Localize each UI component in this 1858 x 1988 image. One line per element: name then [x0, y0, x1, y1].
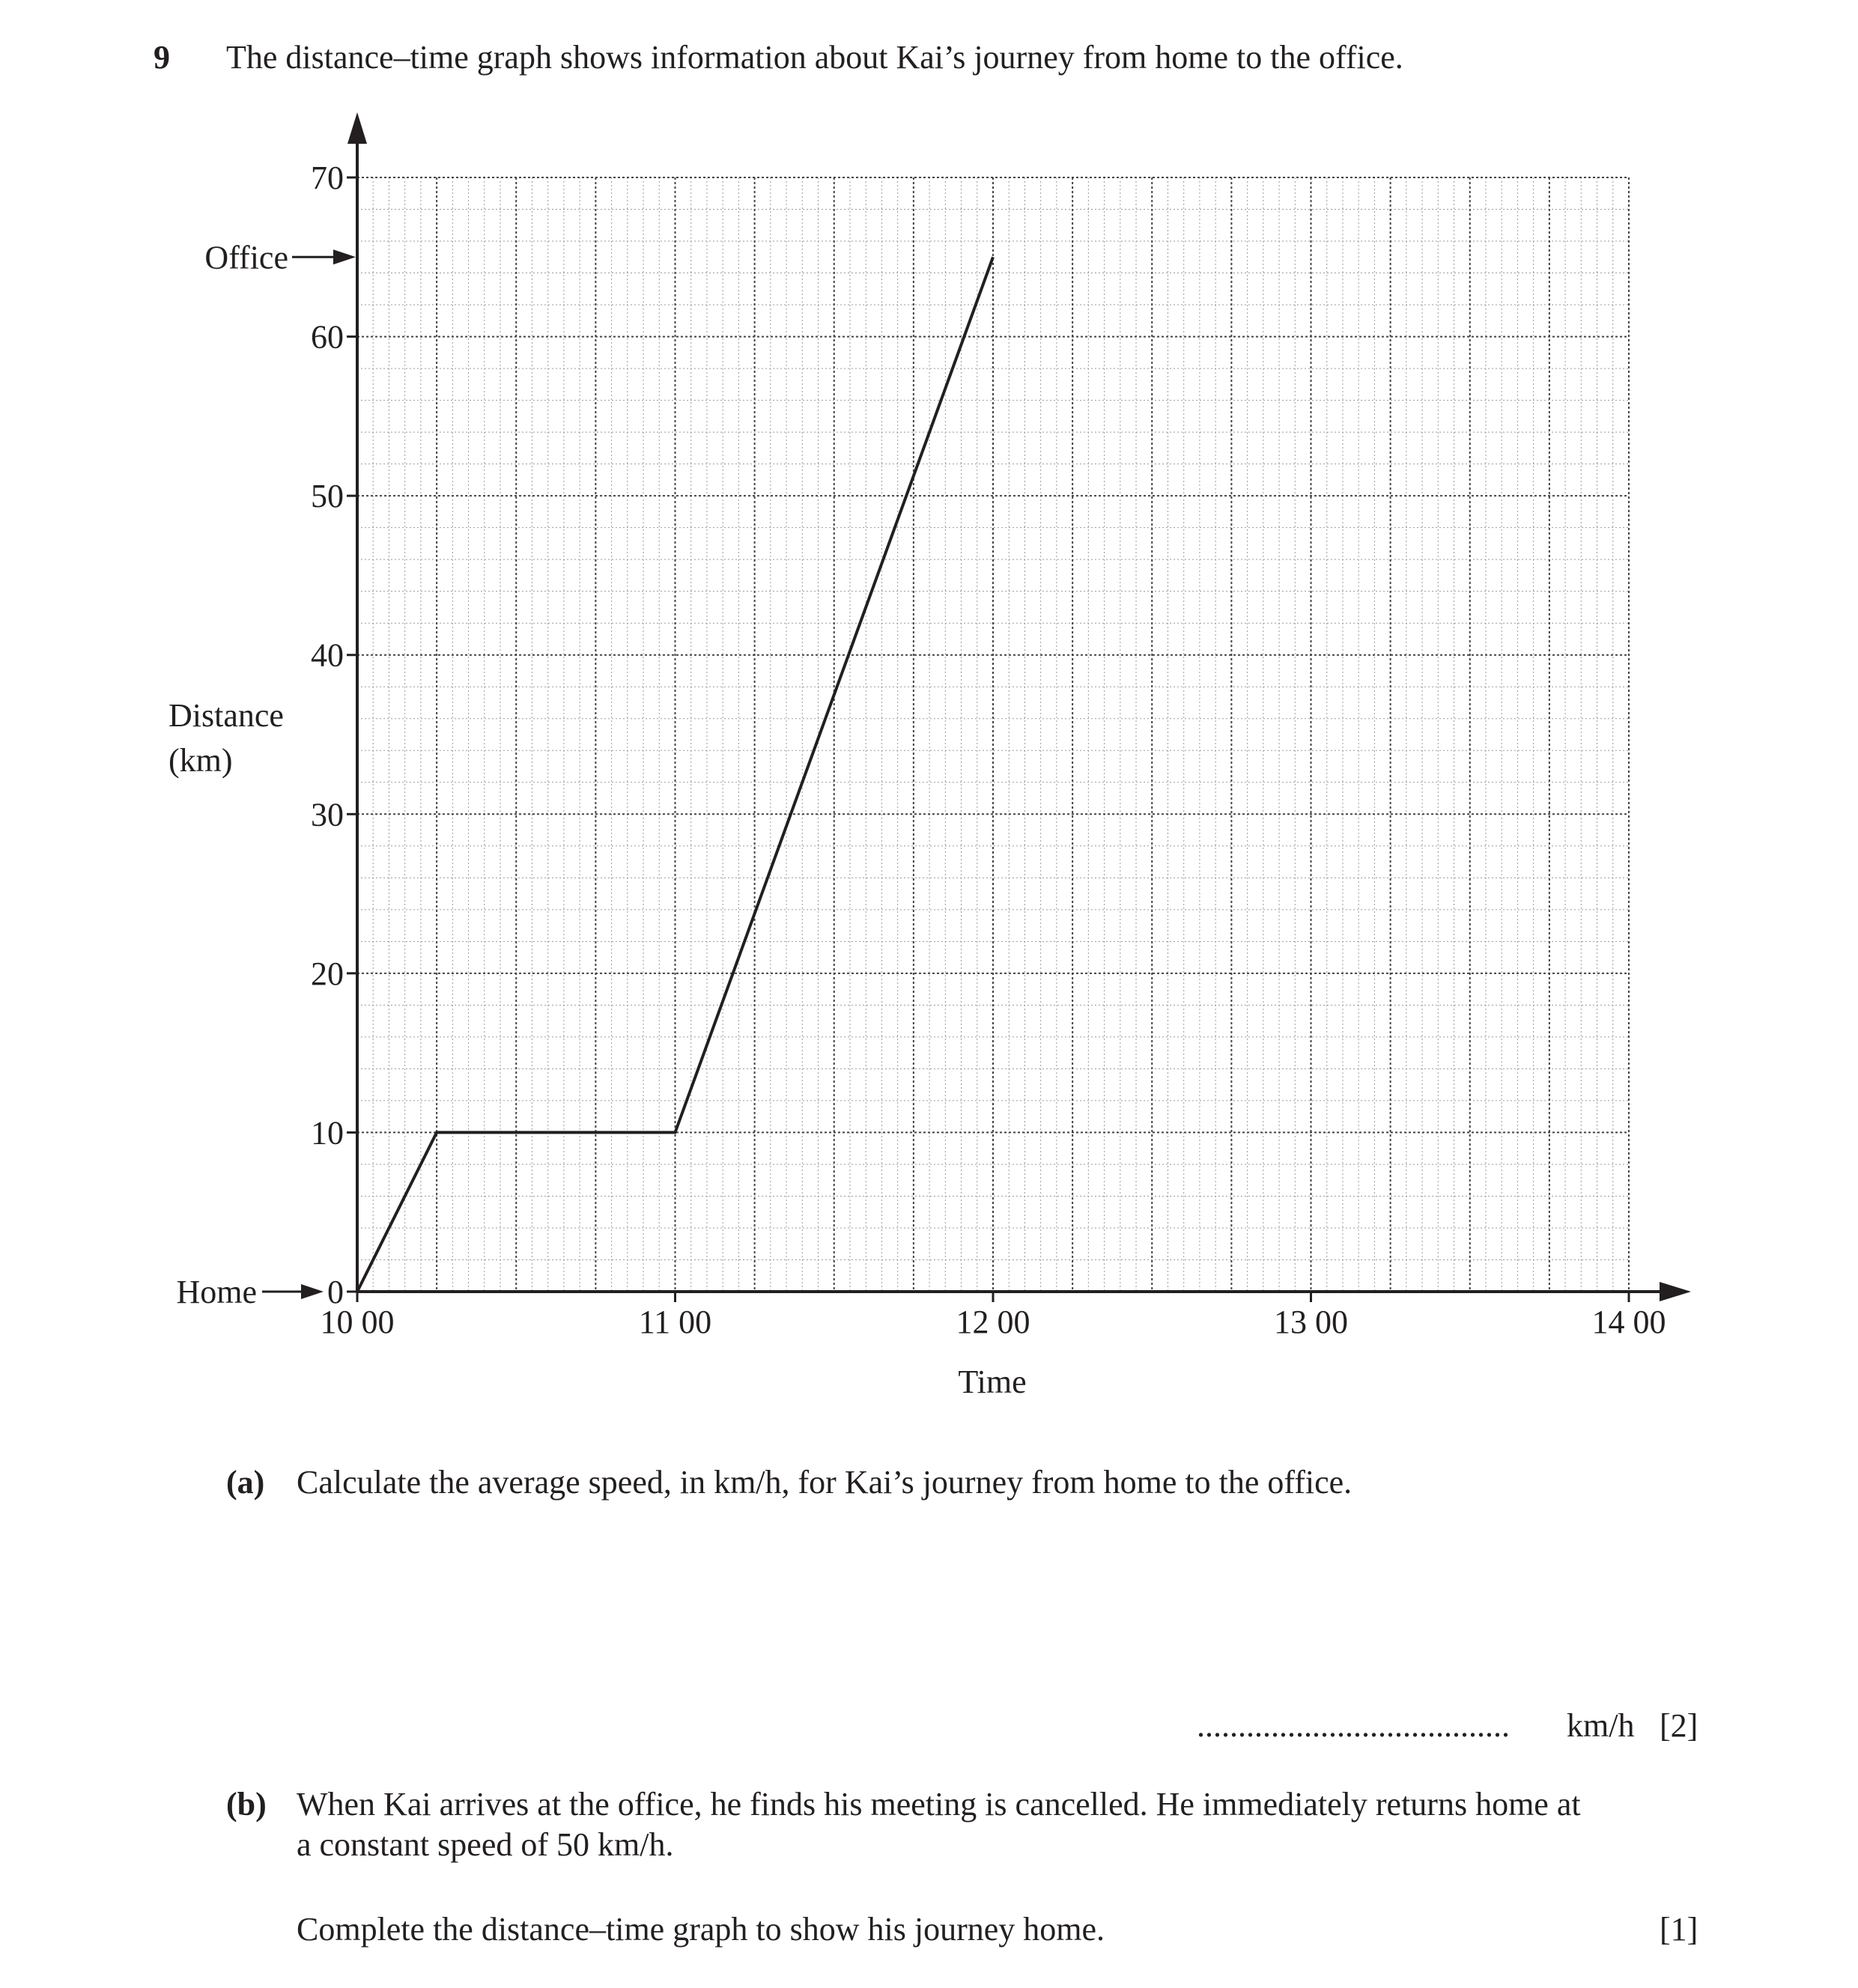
x-axis-label: Time [958, 1364, 1027, 1400]
part-a-answer-line[interactable]: ...................................... [1197, 1707, 1510, 1744]
part-b-label: (b) [226, 1786, 267, 1823]
marker-arrowhead [333, 249, 356, 264]
y-tick-label: 70 [311, 159, 344, 196]
x-tick-label: 14 00 [1591, 1304, 1666, 1340]
x-tick-labels [321, 1292, 1666, 1340]
y-tick-labels [311, 159, 357, 1310]
x-tick-label: 13 00 [1274, 1304, 1348, 1340]
axes [347, 112, 1691, 1301]
marker-arrowhead [301, 1284, 324, 1299]
x-tick-label: 11 00 [638, 1304, 712, 1340]
y-tick-label: 10 [311, 1114, 344, 1152]
y-axis-arrow [347, 112, 367, 144]
y-tick-label: 20 [311, 955, 344, 992]
part-b-instruction: Complete the distance–time graph to show his journey home. [297, 1911, 1105, 1948]
y-tick-label: 60 [311, 318, 344, 356]
y-tick-label: 30 [311, 796, 344, 833]
question-number: 9 [154, 39, 170, 76]
grid-major [357, 177, 1629, 1292]
y-tick-label: 0 [327, 1274, 344, 1310]
x-axis-arrow [1660, 1282, 1691, 1301]
x-tick-label: 12 00 [956, 1304, 1030, 1340]
part-a-label: (a) [226, 1464, 265, 1501]
marker-label-home: Home [176, 1274, 257, 1310]
part-b-text-line2: a constant speed of 50 km/h. [297, 1826, 674, 1863]
y-tick-label: 40 [311, 636, 344, 674]
x-tick-label: 10 00 [320, 1304, 395, 1340]
y-axis-label-line2: (km) [169, 742, 233, 779]
part-a-unit: km/h [1567, 1707, 1635, 1744]
part-b-marks: [1] [1660, 1911, 1698, 1948]
part-b-text-line1: When Kai arrives at the office, he finds his meeting is cancelled. He immediately returns home at [297, 1786, 1581, 1823]
marker-label-office: Office [204, 239, 288, 276]
y-axis-label-line1: Distance [169, 697, 284, 734]
part-a-text: Calculate the average speed, in km/h, for Kai’s journey from home to the office. [297, 1464, 1352, 1501]
part-a-marks: [2] [1660, 1707, 1698, 1744]
question-intro: The distance–time graph shows information about Kai’s journey from home to the office. [226, 39, 1403, 76]
y-tick-label: 50 [311, 478, 344, 515]
